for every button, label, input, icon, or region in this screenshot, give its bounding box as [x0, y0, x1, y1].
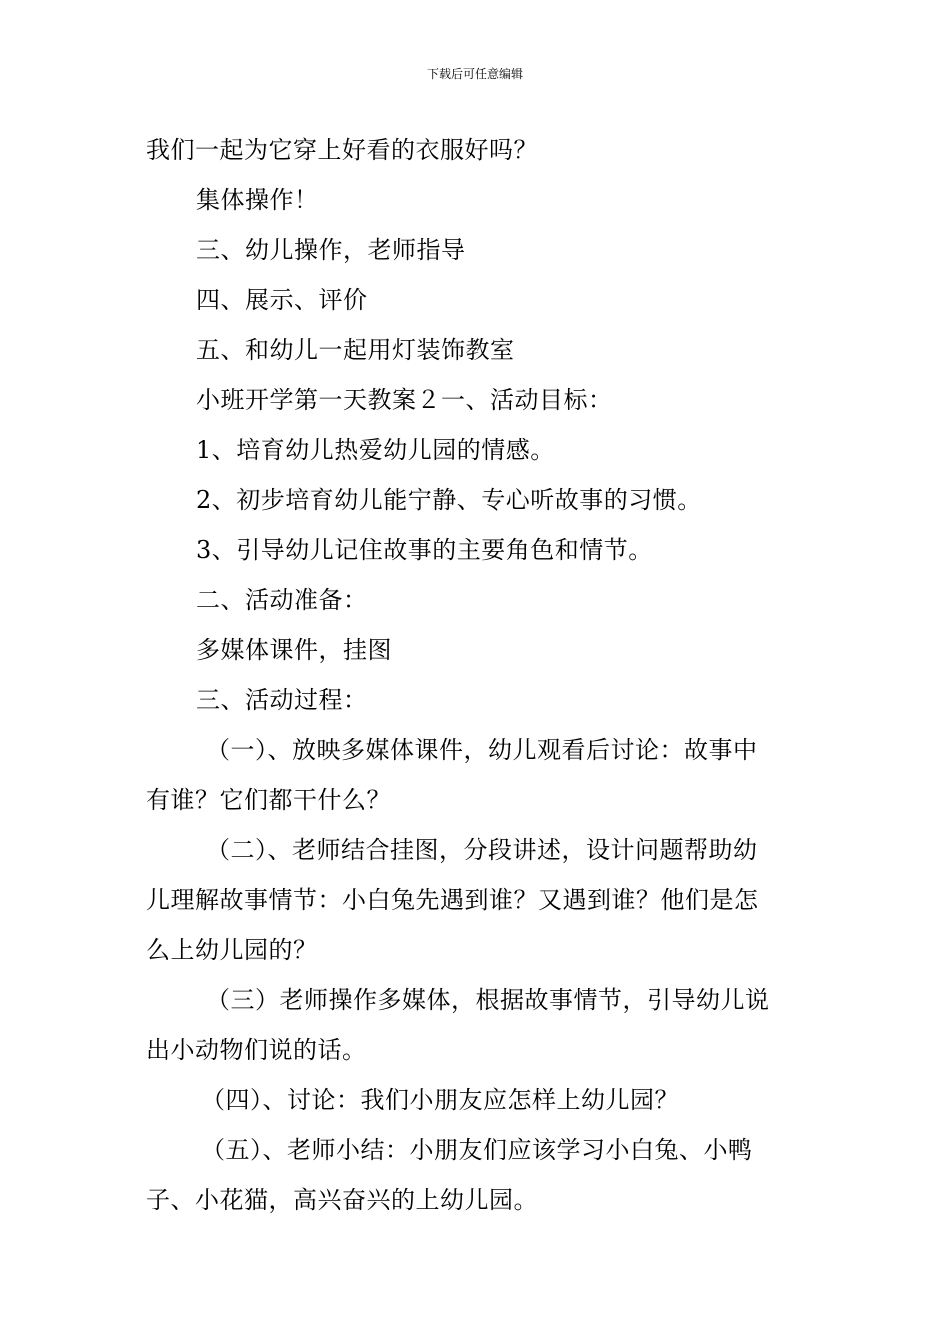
text-line: 集体操作！ [196, 186, 319, 214]
text-line: 小班开学第一天教案２一、活动目标： [196, 386, 613, 414]
text-line: （二）、老师结合挂图，分段讲述，设计问题帮助幼 [206, 836, 758, 864]
document-body [146, 125, 810, 1225]
text-line: 子、小花猫，高兴奋兴的上幼儿园。 [146, 1186, 538, 1214]
page-header: 下载后可任意编辑 [426, 67, 523, 81]
text-line: 儿理解故事情节：小白兔先遇到谁？又遇到谁？他们是怎 [146, 886, 759, 914]
text-line: 我们一起为它穿上好看的衣服好吗？ [146, 136, 538, 164]
text-line: 五、和幼儿一起用灯装饰教室 [196, 336, 515, 364]
text-line: 三、活动过程： [196, 686, 368, 714]
text-line: 三、幼儿操作，老师指导 [196, 236, 466, 264]
text-line: 二、活动准备： [196, 586, 368, 614]
text-line: 多媒体课件，挂图 [196, 636, 392, 664]
text-line: 出小动物们说的话。 [146, 1036, 367, 1064]
text-line: （四）、讨论：我们小朋友应怎样上幼儿园？ [201, 1086, 679, 1114]
text-line: （三）老师操作多媒体，根据故事情节，引导幼儿说 [206, 986, 770, 1014]
text-line: 四、展示、评价 [196, 286, 368, 314]
text-line: 2、初步培育幼儿能宁静、专心听故事的习惯。 [196, 486, 702, 514]
text-line: 3、引导幼儿记住故事的主要角色和情节。 [196, 536, 653, 564]
text-line: 1、培育幼儿热爱幼儿园的情感。 [196, 436, 555, 464]
text-line: （一）、放映多媒体课件，幼儿观看后讨论：故事中 [206, 736, 758, 764]
text-line: （五）、老师小结：小朋友们应该学习小白兔、小鸭 [201, 1136, 753, 1164]
text-line: 有谁？它们都干什么？ [146, 786, 391, 814]
text-line: 么上幼儿园的？ [146, 936, 318, 964]
